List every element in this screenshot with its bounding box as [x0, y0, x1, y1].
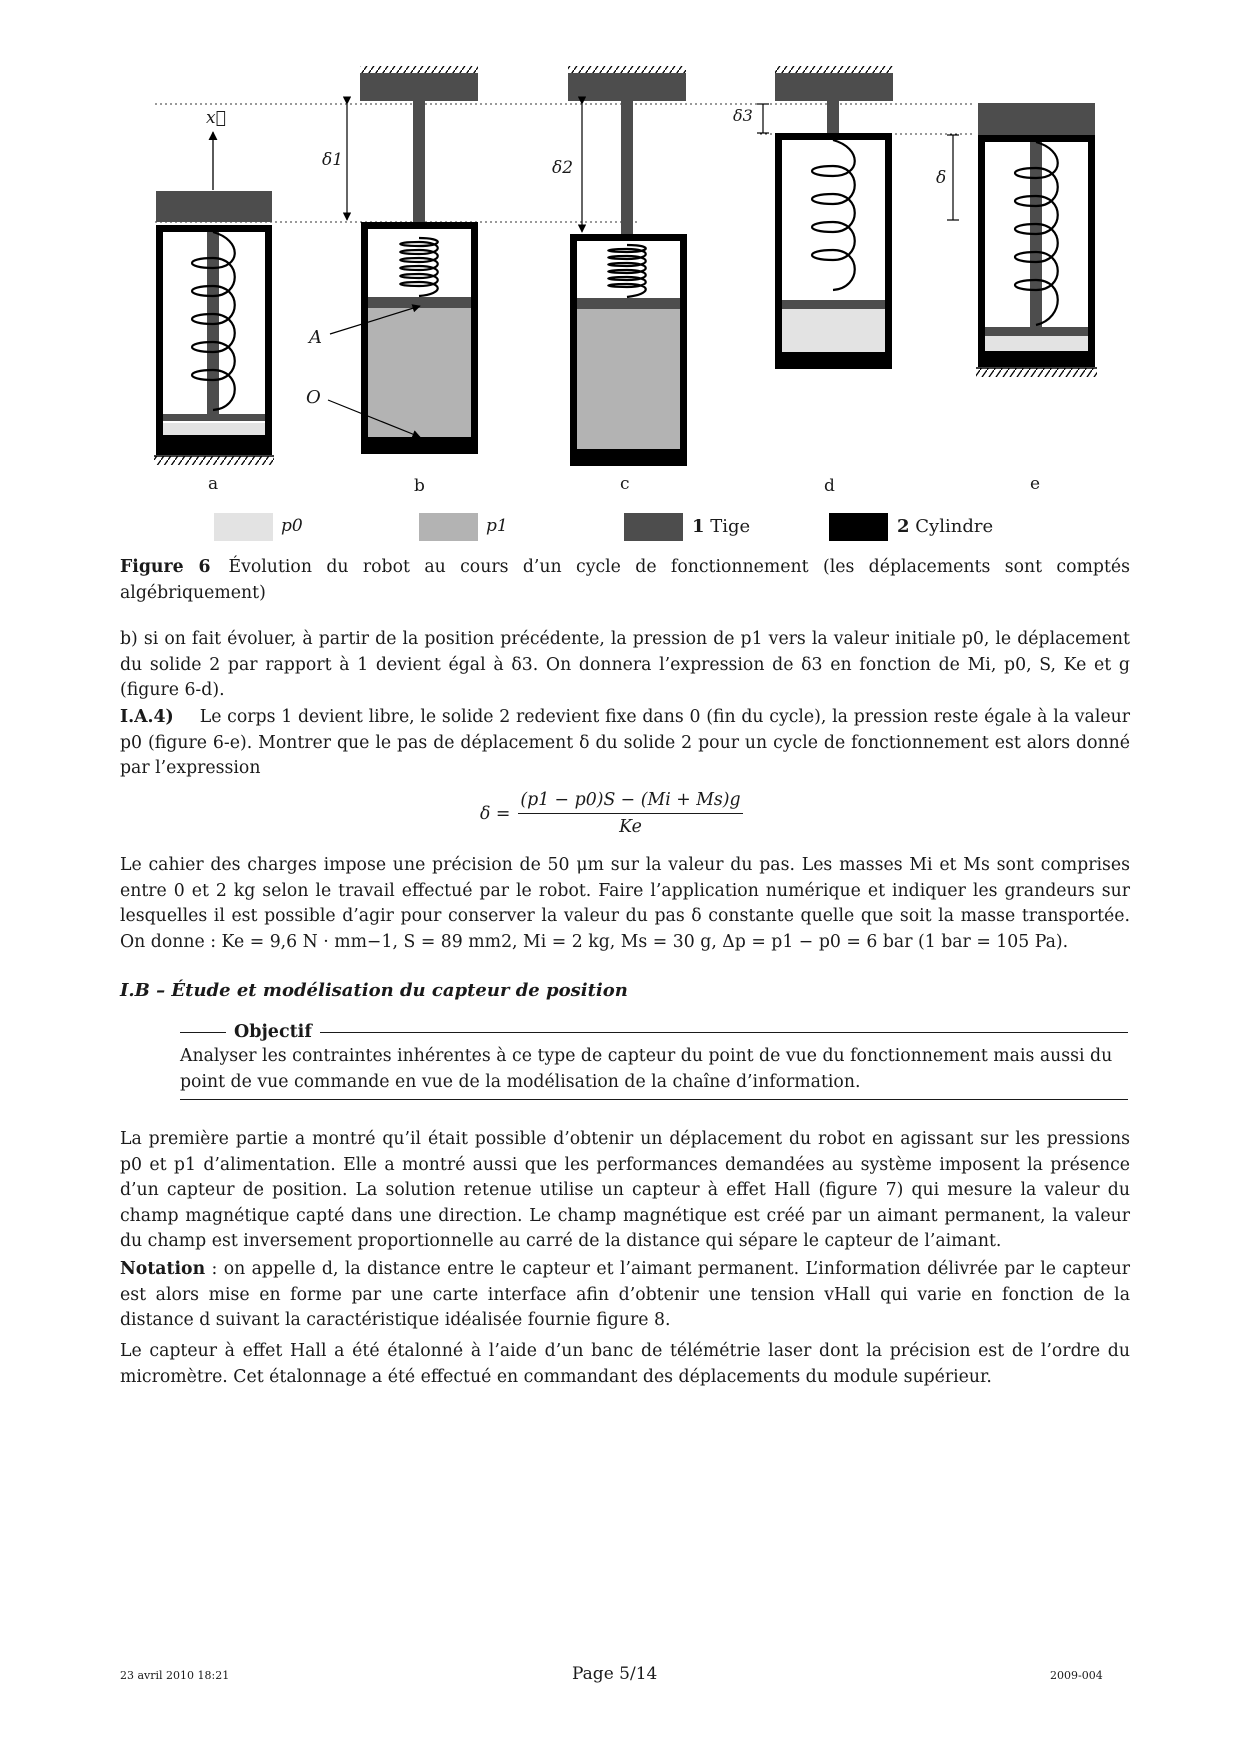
legend-swatch-tige — [624, 513, 683, 541]
paragraph-notation: Notation : on appelle d, la distance entre le capteur et l’aimant permanent. L’information délivrée par le capteur est alors mise en forme par une carte interface afin d’obtenir une tension vHall qui varie en fonction de la distance d suivant la caractéristique idéalisée fournie figure 8. — [120, 1259, 1130, 1330]
legend-label-p1: p1 — [486, 516, 508, 536]
formula-lhs: δ = — [480, 803, 511, 824]
ground-hatch — [976, 368, 1097, 377]
objective-box — [180, 1022, 1128, 1100]
panel-b — [328, 66, 478, 454]
paragraph-precision: Le cahier des charges impose une précision de 50 μm sur la valeur du pas. Les masses Mi et Ms sont comprises entre 0 et 2 kg selon le travail effectué par le robot. Faire l’application numérique et indiquer les grandeurs sur lesquelles il est possible d’agir pour conserver la valeur du pas δ constante quelle que soit la masse transportée. On donne : Ke = 9,6 N · mm−1, S = 89 mm2, Mi = 2 kg, Ms = 30 g, Δp = p1 − p0 = 6 bar (1 bar = 105 Pa). — [120, 855, 1130, 952]
section-title-IB: I.B – Étude et modélisation du capteur de position — [120, 980, 628, 1001]
panel-label-d: d — [824, 476, 835, 496]
panel-label-e: e — [1030, 474, 1041, 494]
label-delta3: δ3 — [733, 106, 753, 125]
axis-label-x: x⃗ — [206, 108, 226, 128]
legend-label-tige: 1 Tige — [692, 516, 751, 537]
formula-denominator: Ke — [619, 817, 642, 837]
panel-label-c: c — [620, 474, 630, 494]
label-delta2: δ2 — [552, 158, 574, 178]
objective-body: Analyser les contraintes inhérentes à ce type de capteur du point de vue du fonctionnement mais aussi du point de vue commande en vue de la modélisation de la chaîne d’information. — [180, 1044, 1128, 1100]
formula-delta — [480, 790, 743, 837]
footer-date: 23 avril 2010 18:21 — [120, 1669, 230, 1682]
paragraph-IA4: I.A.4) Le corps 1 devient libre, le solide 2 redevient fixe dans 0 (fin du cycle), la pression reste égale à la valeur p0 (figure 6-e). Montrer que le pas de déplacement δ du solide 2 pour un cycle de fonctionnement est alors donné par l’expression — [120, 707, 1130, 778]
footer-page-number: Page 5/14 — [572, 1664, 658, 1684]
panel-e — [947, 103, 1097, 377]
label-O: O — [306, 387, 321, 408]
paragraph-calibration: Le capteur à effet Hall a été étalonné à l’aide d’un banc de télémétrie laser dont la précision est de l’ordre du micromètre. Cet étalonnage a été effectué en commandant des déplacements du module supérieur. — [120, 1341, 1130, 1387]
panel-d — [757, 66, 893, 369]
paragraph-hall-sensor: La première partie a montré qu’il était possible d’obtenir un déplacement du robot en agissant sur les pressions p0 et p1 d’alimentation. Elle a montré aussi que les performances demandées au système imposent la présence d’un capteur de position. La solution retenue utilise un capteur à effet Hall (figure 7) qui mesure la valeur du champ magnétique capté dans une direction. Le champ magnétique est créé par un aimant permanent, la valeur du champ est inversement proportionnelle au carré de la distance qui sépare le capteur de l’aimant. — [120, 1129, 1130, 1251]
footer-reference: 2009-004 — [1050, 1669, 1103, 1682]
paragraph-b: b) si on fait évoluer, à partir de la position précédente, la pression de p1 vers la valeur initiale p0, le déplacement du solide 2 par rapport à 1 devient égal à δ3. On donnera l’expression de δ3 en fonction de Mi, p0, S, Ke et g (figure 6-d). — [120, 629, 1130, 700]
panel-label-a: a — [208, 474, 219, 494]
legend-swatch-p1 — [419, 513, 478, 541]
objective-title: Objectif — [234, 1022, 312, 1042]
label-A: A — [309, 327, 322, 348]
panel-a — [154, 132, 274, 465]
formula-numerator: (p1 − p0)S − (Mi + Ms)g — [518, 790, 742, 814]
panel-label-b: b — [414, 476, 425, 496]
legend-label-p0: p0 — [281, 516, 303, 536]
ground-hatch — [154, 456, 274, 465]
legend-label-cylindre: 2 Cylindre — [897, 516, 994, 537]
legend-swatch-p0 — [214, 513, 273, 541]
legend-swatch-cylindre — [829, 513, 888, 541]
label-delta1: δ1 — [322, 150, 344, 170]
panel-c — [568, 66, 687, 466]
label-delta: δ — [936, 168, 947, 188]
figure-caption: Figure 6 Évolution du robot au cours d’un cycle de fonctionnement (les déplacements sont comptés algébriquement) — [120, 557, 1130, 603]
